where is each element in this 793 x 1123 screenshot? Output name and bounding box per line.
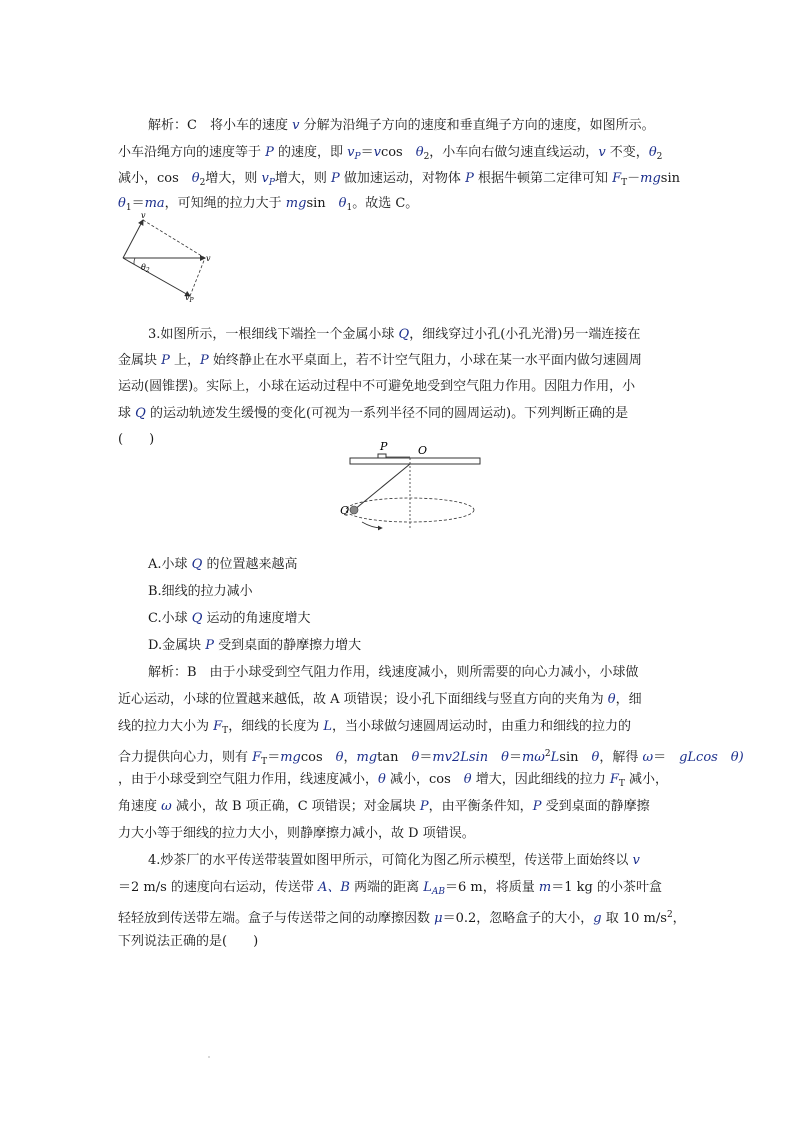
sol2-line-4: $\theta_1=ma$，可知绳的拉力大于 mgsin $\theta_1$。故选 C。	[118, 196, 419, 213]
sol3-line-5: ，由于小球受到空气阻力作用，线速度减小，θ 减小，cos θ 增大，因此细线的拉力 $F_T$ 减小，	[118, 772, 669, 789]
sol3-line-7: 力大小等于细线的拉力大小，则静摩擦力减小，故 D 项错误。	[118, 826, 475, 841]
label-v-right: v	[206, 254, 211, 263]
sol3-line-3: 线的拉力大小为 $F_T$，细线的长度为 L，当小球做匀速圆周运动时，由重力和细线的拉力的	[118, 719, 631, 736]
option-b: B.细线的拉力减小	[148, 584, 253, 599]
sol2-line-3: 减小，cos $\theta_2$增大，则 $v_P$增大，则 P 做加速运动，对物体 P 根据牛顿第二定律可知 $F_T-mgsin$	[118, 171, 680, 188]
v-perp-vector	[123, 220, 143, 258]
page-speck	[208, 1056, 210, 1058]
sol2-line-2: 小车沿绳方向的速度等于 P 的速度，即 $v_P=vcos$ $\theta_2$，小车向右做匀速直线运动，v 不变，$\theta_2$	[118, 145, 663, 162]
dashed-top	[143, 220, 205, 258]
vp-vector	[123, 258, 190, 296]
q4-line-4: 下列说法正确的是( )	[118, 934, 259, 949]
q4-line-3: 轻轻放到传送带左端。盒子与传送带之间的动摩擦因数 μ＝0.2，忽略盒子的大小，g 取 10 $m/s^2$，	[118, 910, 686, 926]
option-a: A.小球 Q 的位置越来越高	[148, 557, 298, 572]
label-p: P	[380, 440, 388, 453]
sol3-line-6: 角速度 ω 减小，故 B 项正确，C 项错误；对金属块 P，由平衡条件知，P 受到桌面的静摩擦	[118, 799, 650, 814]
label-vp: $v_P$	[185, 293, 194, 304]
q3-line-5: ( )	[118, 432, 155, 447]
q4-line-1: 4.炒茶厂的水平传送带装置如图甲所示，可简化为图乙所示模型，传送带上面始终以 v	[148, 853, 640, 868]
q3-line-4: 球 Q 的运动轨迹发生缓慢的变化(可视为一系列半径不同的圆周运动)。下列判断正确的是	[118, 406, 629, 421]
velocity-decomposition-figure	[115, 210, 215, 304]
ball-q	[350, 506, 358, 514]
option-d: D.金属块 P 受到桌面的静摩擦力增大	[148, 638, 362, 653]
block-p	[378, 454, 386, 458]
q3-line-1: 3.如图所示，一根细线下端拴一个金属小球 Q，细线穿过小孔(小孔光滑)另一端连接在	[148, 327, 641, 342]
option-c: C.小球 Q 运动的角速度增大	[148, 611, 311, 626]
sol2-line-1: 解析：C 将小车的速度 v 分解为沿绳子方向的速度和垂直绳子方向的速度，如图所示。	[148, 118, 655, 133]
q3-line-2: 金属块 P 上，P 始终静止在水平桌面上，若不计空气阻力，小球在某一水平面内做匀速圆周	[118, 353, 642, 368]
theta2-arc	[134, 258, 135, 264]
direction-arrow	[362, 522, 382, 528]
thread-to-ball	[354, 464, 410, 510]
q3-line-3: 运动(圆锥摆)。实际上，小球在运动过程中不可避免地受到空气阻力作用。因阻力作用，小	[118, 379, 636, 394]
sol3-line-2: 近心运动，小球的位置越来越低，故 A 项错误；设小孔下面细线与竖直方向的夹角为 θ，细	[118, 692, 642, 707]
q4-line-2: ＝2 m/s 的速度向右运动，传送带 A、B 两端的距离 $L_{AB}=6$ m，将质量 m＝1 kg 的小茶叶盒	[118, 880, 662, 897]
label-v-top: v	[141, 211, 146, 220]
dashed-bottom	[190, 258, 205, 296]
sol3-line-4: 合力提供向心力，则有 $F_T=mgcos$ θ，mgtan θ＝mv2Lsin $\theta=m\omega^2Lsin$ θ，解得 ω＝ gLcos θ)	[118, 749, 744, 767]
sol3-line-1: 解析：B 由于小球受到空气阻力作用，线速度减小，则所需要的向心力减小，小球做	[148, 665, 639, 680]
table-surface	[350, 458, 480, 464]
label-theta2: $\theta_2$	[141, 263, 150, 274]
conical-pendulum-figure	[340, 440, 490, 530]
label-o: O	[418, 444, 428, 457]
label-q: Q	[340, 504, 350, 517]
